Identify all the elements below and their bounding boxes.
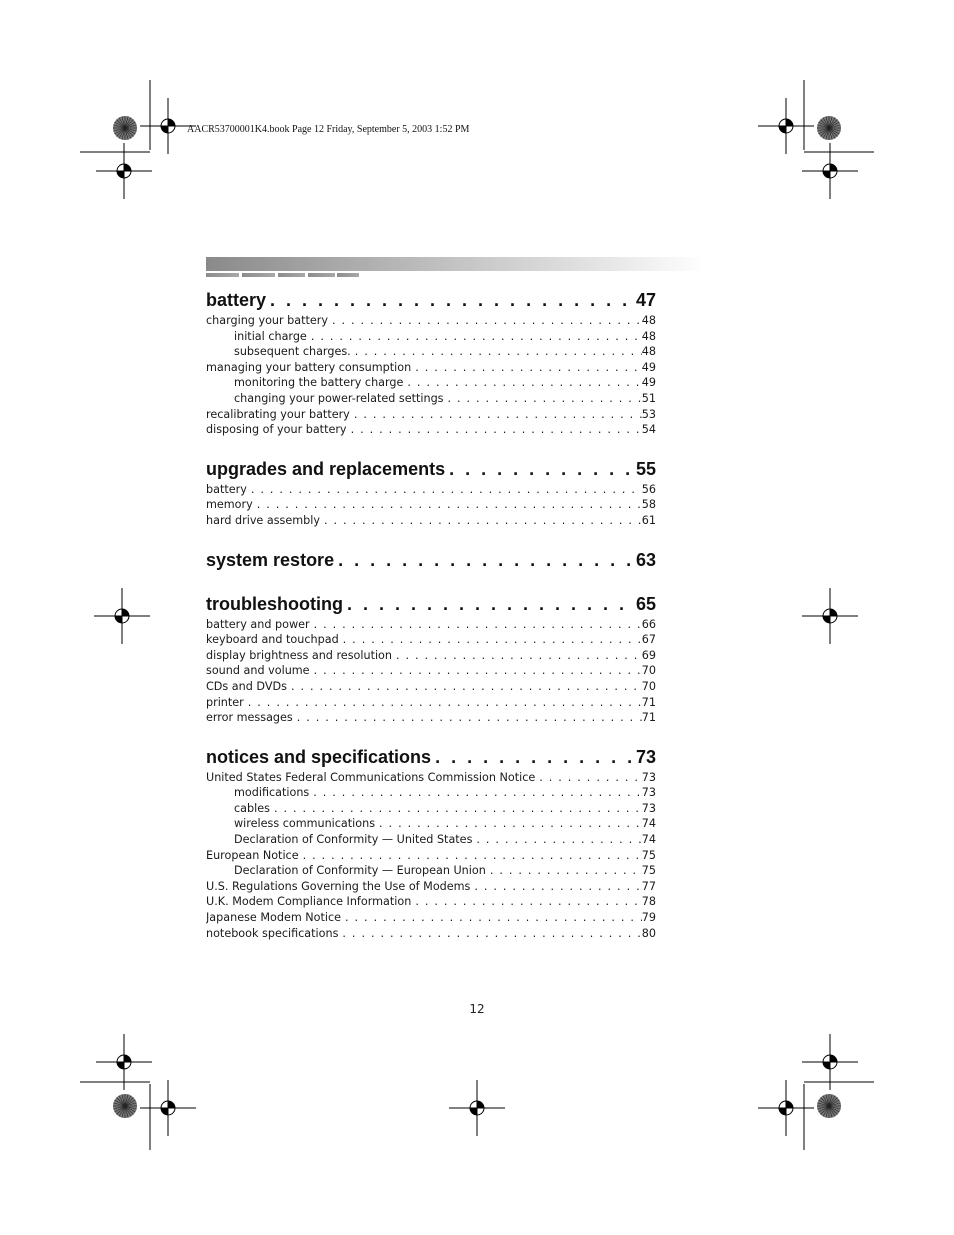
- starburst-ray: [117, 1098, 125, 1106]
- starburst-ray: [829, 128, 835, 138]
- starburst-ray: [817, 125, 829, 128]
- banner-tab: [242, 273, 275, 277]
- entry-page: 80: [641, 926, 656, 940]
- toc-entry[interactable]: [206, 497, 656, 513]
- toc-section: [206, 547, 656, 573]
- toc-entry[interactable]: [206, 407, 656, 423]
- chapter-title: notices and specifications: [206, 746, 432, 767]
- entry-page: 71: [641, 695, 656, 709]
- starburst-ray: [829, 118, 835, 128]
- starburst-ray: [115, 128, 125, 134]
- entry-title: United States Federal Communications Commission Notice: [206, 770, 536, 784]
- crosshair-fill: [823, 1055, 837, 1069]
- starburst-ray: [125, 128, 133, 136]
- dot-leader: [445, 456, 634, 482]
- dot-leader: [293, 710, 642, 726]
- toc-entry[interactable]: [206, 360, 656, 376]
- dot-leader: [299, 848, 642, 864]
- entry-page: 74: [641, 833, 656, 847]
- starburst-ray: [119, 1106, 125, 1116]
- starburst-ray: [829, 1094, 832, 1106]
- dot-leader: [253, 497, 642, 513]
- starburst-ray: [829, 128, 832, 140]
- starburst-ray: [115, 1100, 125, 1106]
- crosshair-ring-icon: [823, 164, 837, 178]
- banner-tab: [278, 273, 305, 277]
- starburst-ray: [125, 128, 131, 138]
- entry-page: 73: [641, 801, 656, 815]
- starburst-ray: [125, 1106, 131, 1116]
- starburst-ray: [125, 120, 133, 128]
- entry-title: Declaration of Conformity — United States: [234, 833, 473, 847]
- starburst-ray: [125, 128, 128, 140]
- entry-title: disposing of your battery: [206, 423, 347, 437]
- entry-page: 75: [641, 864, 656, 878]
- entry-title: subsequent charges.: [234, 345, 351, 359]
- starburst-ray: [125, 1100, 135, 1106]
- chapter-page: 73: [635, 746, 656, 767]
- entry-title: error messages: [206, 711, 293, 725]
- entry-title: changing your power-related settings: [234, 391, 444, 405]
- starburst-ray: [829, 128, 837, 136]
- toc-entry[interactable]: [206, 863, 656, 879]
- toc-section: [206, 744, 656, 942]
- dot-leader: [444, 391, 642, 407]
- entry-title: U.S. Regulations Governing the Use of Modems: [206, 879, 471, 893]
- crosshair-ring-icon: [161, 119, 175, 133]
- toc-entry[interactable]: [206, 375, 656, 391]
- starburst-ray: [829, 122, 839, 128]
- banner-tab: [308, 273, 335, 277]
- starburst-ray: [113, 128, 125, 131]
- toc-entry[interactable]: [206, 617, 656, 633]
- crosshair-ring-icon: [117, 1055, 131, 1069]
- toc-section: [206, 456, 656, 529]
- toc-entry[interactable]: [206, 329, 656, 345]
- starburst-ray: [113, 125, 125, 128]
- toc-entry[interactable]: [206, 313, 656, 329]
- crosshair-ring-icon: [823, 609, 837, 623]
- crosshair-ring-icon: [161, 1101, 175, 1115]
- toc-entry[interactable]: [206, 894, 656, 910]
- crosshair-ring-icon: [117, 164, 131, 178]
- entry-page: 61: [641, 513, 656, 527]
- chapter-banner: [206, 257, 706, 271]
- starburst-ray: [826, 1106, 829, 1118]
- toc-entry[interactable]: [206, 879, 656, 895]
- entry-page: 48: [641, 314, 656, 327]
- starburst-ray: [826, 116, 829, 128]
- starburst-ray: [119, 128, 125, 138]
- chapter-page: 65: [635, 593, 656, 614]
- starburst-ray: [817, 128, 829, 131]
- starburst-ray: [817, 1106, 829, 1109]
- starburst-icon: [817, 116, 841, 140]
- entry-page: 53: [641, 407, 656, 421]
- entry-page: 73: [641, 770, 656, 784]
- starburst-ray: [826, 1094, 829, 1106]
- starburst-ray: [125, 122, 135, 128]
- toc-entry[interactable]: [206, 632, 656, 648]
- entry-page: 56: [641, 482, 656, 496]
- entry-page: 69: [641, 648, 656, 662]
- entry-page: 48: [641, 329, 656, 343]
- toc-entry[interactable]: [206, 785, 656, 801]
- starburst-icon: [113, 1094, 137, 1118]
- dot-leader: [347, 422, 642, 438]
- toc-entry[interactable]: [206, 848, 656, 864]
- starburst-ray: [829, 1103, 841, 1106]
- starburst-ray: [823, 1106, 829, 1116]
- entry-page: 49: [641, 376, 656, 390]
- toc-section: [206, 591, 656, 726]
- print-header-line: AACR53700001K4.book Page 12 Friday, September 5, 2003 1:52 PM: [187, 124, 470, 135]
- dot-leader: [486, 863, 642, 879]
- starburst-ray: [829, 128, 841, 131]
- entry-title: European Notice: [206, 848, 299, 862]
- starburst-ray: [821, 128, 829, 136]
- starburst-ray: [829, 116, 832, 128]
- starburst-ray: [125, 1106, 133, 1114]
- entry-page: 67: [641, 633, 656, 647]
- starburst-ray: [823, 128, 829, 138]
- chapter-title: upgrades and replacements: [206, 458, 446, 479]
- dot-leader: [338, 926, 641, 942]
- toc-entry[interactable]: [206, 482, 656, 498]
- dot-leader: [411, 360, 642, 376]
- starburst-ray: [115, 1106, 125, 1112]
- dot-leader: [310, 617, 642, 633]
- dot-leader: [470, 879, 641, 895]
- crosshair-fill: [117, 164, 131, 178]
- entry-title: U.K. Modem Compliance Information: [206, 895, 412, 909]
- toc-chapter-heading[interactable]: [206, 287, 656, 313]
- starburst-ray: [823, 1096, 829, 1106]
- starburst-ray: [829, 1106, 835, 1116]
- page-number: 12: [469, 1002, 485, 1016]
- starburst-ray: [823, 118, 829, 128]
- starburst-ray: [122, 1106, 125, 1118]
- entry-title: managing your battery consumption: [206, 360, 412, 374]
- entry-page: 51: [641, 391, 656, 405]
- starburst-ray: [125, 1106, 137, 1109]
- entry-title: memory: [206, 498, 253, 512]
- dot-leader: [343, 591, 634, 617]
- entry-page: 70: [641, 679, 656, 693]
- starburst-ray: [125, 118, 131, 128]
- dot-leader: [472, 832, 641, 848]
- toc-entry[interactable]: [206, 710, 656, 726]
- entry-page: 58: [641, 498, 656, 512]
- toc-entry[interactable]: [206, 816, 656, 832]
- dot-leader: [411, 894, 641, 910]
- entry-title: initial charge: [234, 329, 307, 343]
- starburst-ray: [122, 116, 125, 128]
- dot-leader: [328, 313, 642, 329]
- entry-page: 48: [641, 345, 656, 359]
- starburst-ray: [125, 1103, 137, 1106]
- starburst-ray: [113, 1103, 125, 1106]
- crosshair-fill: [117, 1055, 131, 1069]
- toc-entry[interactable]: [206, 926, 656, 942]
- starburst-ray: [817, 1103, 829, 1106]
- dot-leader: [350, 407, 642, 423]
- crosshair-fill: [115, 609, 129, 623]
- starburst-ray: [819, 122, 829, 128]
- starburst-ray: [122, 1094, 125, 1106]
- crosshair-fill: [161, 119, 175, 133]
- starburst-ray: [821, 1098, 829, 1106]
- entry-title: monitoring the battery charge: [234, 376, 404, 390]
- toc-entry[interactable]: [206, 679, 656, 695]
- starburst-ray: [125, 1106, 128, 1118]
- starburst-ray: [125, 1096, 131, 1106]
- entry-page: 73: [641, 786, 656, 800]
- entry-page: 71: [641, 711, 656, 725]
- starburst-ray: [829, 120, 837, 128]
- dot-leader: [244, 695, 642, 711]
- dot-leader: [392, 648, 642, 664]
- dot-leader: [309, 785, 641, 801]
- banner-tab: [206, 273, 239, 277]
- entry-title: sound and volume: [206, 664, 310, 678]
- starburst-ray: [829, 1106, 832, 1118]
- starburst-ray: [125, 128, 137, 131]
- toc-entry[interactable]: [206, 422, 656, 438]
- entry-page: 78: [641, 895, 656, 909]
- starburst-ray: [829, 128, 839, 134]
- chapter-page: 55: [635, 458, 656, 479]
- dot-leader: [334, 547, 634, 573]
- starburst-ray: [119, 118, 125, 128]
- starburst-ray: [115, 122, 125, 128]
- starburst-ray: [113, 1106, 125, 1109]
- entry-title: notebook specifications: [206, 926, 339, 940]
- starburst-ray: [125, 1106, 135, 1112]
- crosshair-ring-icon: [115, 609, 129, 623]
- dot-leader: [287, 679, 642, 695]
- toc-chapter-heading[interactable]: [206, 547, 656, 573]
- toc-entry[interactable]: [206, 801, 656, 817]
- entry-title: display brightness and resolution: [206, 648, 392, 662]
- toc-entry[interactable]: [206, 663, 656, 679]
- dot-leader: [339, 632, 642, 648]
- toc-section: [206, 287, 656, 438]
- chapter-page: 47: [635, 290, 656, 310]
- entry-title: hard drive assembly: [206, 513, 320, 527]
- entry-page: 75: [641, 848, 656, 862]
- starburst-ray: [829, 1096, 835, 1106]
- toc-entry[interactable]: [206, 770, 656, 786]
- chapter-title: troubleshooting: [206, 593, 343, 614]
- starburst-ray: [819, 128, 829, 134]
- starburst-ray: [125, 116, 128, 128]
- chapter-page: 63: [635, 549, 656, 570]
- dot-leader: [307, 329, 642, 345]
- toc-entry[interactable]: [206, 910, 656, 926]
- toc-entry[interactable]: [206, 391, 656, 407]
- crosshair-fill: [470, 1101, 484, 1115]
- starburst-ray: [117, 120, 125, 128]
- entry-page: 77: [641, 879, 656, 893]
- entry-title: Japanese Modem Notice: [206, 911, 342, 925]
- entry-page: 66: [641, 617, 656, 631]
- entry-page: 70: [641, 664, 656, 678]
- entry-page: 74: [641, 817, 656, 831]
- starburst-ray: [117, 1106, 125, 1114]
- starburst-ray: [125, 128, 135, 134]
- toc-entry[interactable]: [206, 344, 656, 360]
- starburst-ray: [829, 1106, 841, 1109]
- entry-page: 54: [641, 423, 656, 437]
- toc-chapter-heading[interactable]: [206, 744, 656, 770]
- chapter-title: system restore: [206, 549, 335, 570]
- toc-entry[interactable]: [206, 695, 656, 711]
- entry-title: wireless communications: [234, 817, 376, 831]
- crosshair-fill: [779, 119, 793, 133]
- toc-chapter-heading[interactable]: [206, 456, 656, 482]
- dot-leader: [320, 513, 642, 529]
- starburst-ray: [829, 1106, 839, 1112]
- entry-title: battery and power: [206, 617, 310, 631]
- toc-chapter-heading[interactable]: [206, 591, 656, 617]
- entry-page: 49: [641, 360, 656, 374]
- chapter-title: battery: [206, 290, 267, 310]
- dot-leader: [310, 663, 642, 679]
- crosshair-fill: [161, 1101, 175, 1115]
- entry-title: cables: [234, 801, 270, 815]
- dot-leader: [535, 770, 642, 786]
- entry-title: CDs and DVDs: [206, 679, 287, 693]
- dot-leader: [403, 375, 641, 391]
- entry-title: recalibrating your battery: [206, 407, 350, 421]
- starburst-ray: [819, 1100, 829, 1106]
- starburst-icon: [113, 116, 137, 140]
- starburst-ray: [829, 125, 841, 128]
- crosshair-ring-icon: [823, 1055, 837, 1069]
- dot-leader: [351, 344, 642, 360]
- starburst-ray: [829, 1106, 837, 1114]
- starburst-ray: [821, 120, 829, 128]
- dot-leader: [375, 816, 642, 832]
- dot-leader: [341, 910, 642, 926]
- crosshair-ring-icon: [779, 119, 793, 133]
- starburst-ray: [826, 128, 829, 140]
- starburst-ray: [829, 1098, 837, 1106]
- crosshair-fill: [779, 1101, 793, 1115]
- entry-title: keyboard and touchpad: [206, 633, 339, 647]
- entry-title: battery: [206, 482, 247, 496]
- crosshair-ring-icon: [470, 1101, 484, 1115]
- starburst-icon: [817, 1094, 841, 1118]
- dot-leader: [431, 744, 634, 770]
- starburst-ray: [119, 1096, 125, 1106]
- crosshair-ring-icon: [779, 1101, 793, 1115]
- banner-tab: [337, 273, 359, 277]
- dot-leader: [270, 801, 642, 817]
- starburst-ray: [117, 128, 125, 136]
- crosshair-fill: [823, 164, 837, 178]
- starburst-ray: [125, 125, 137, 128]
- entry-title: printer: [206, 695, 244, 709]
- starburst-ray: [122, 128, 125, 140]
- starburst-ray: [829, 1100, 839, 1106]
- starburst-ray: [125, 1094, 128, 1106]
- entry-title: Declaration of Conformity — European Union: [234, 864, 486, 878]
- toc-entry[interactable]: [206, 513, 656, 529]
- dot-leader: [247, 482, 642, 498]
- entry-title: modifications: [234, 786, 310, 800]
- starburst-ray: [819, 1106, 829, 1112]
- starburst-ray: [821, 1106, 829, 1114]
- crosshair-fill: [823, 609, 837, 623]
- entry-page: 79: [641, 911, 656, 925]
- toc-entry[interactable]: [206, 648, 656, 664]
- starburst-ray: [125, 1098, 133, 1106]
- toc-entry[interactable]: [206, 832, 656, 848]
- table-of-contents: [206, 287, 656, 941]
- entry-title: charging your battery: [206, 314, 329, 327]
- dot-leader: [266, 287, 634, 313]
